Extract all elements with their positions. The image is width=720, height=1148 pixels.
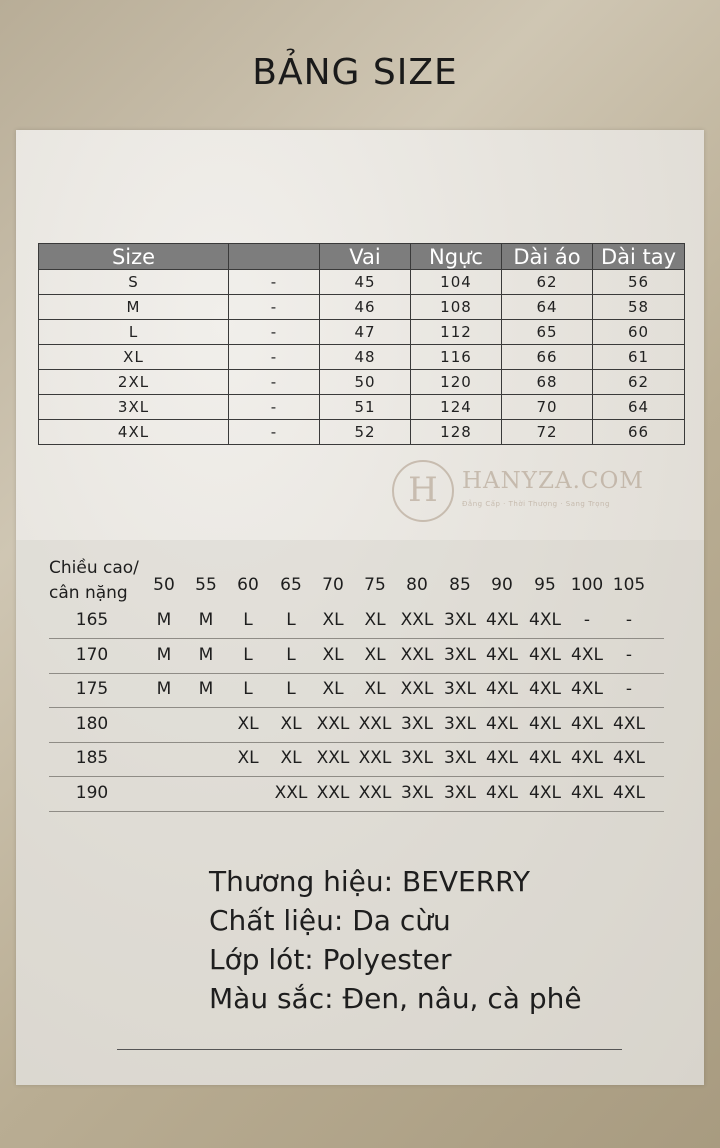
size-recommendation: M bbox=[156, 679, 172, 699]
size-recommendation: L bbox=[243, 679, 253, 699]
size-recommendation: XXL bbox=[274, 782, 308, 803]
height-value: 170 bbox=[75, 644, 109, 665]
product-info bbox=[209, 862, 582, 1018]
size-recommendation: M bbox=[198, 610, 214, 630]
size-recommendation: XXL bbox=[400, 610, 434, 630]
size-table-cell: 46 bbox=[320, 295, 411, 320]
size-table-cell: 72 bbox=[502, 420, 593, 445]
size-table-cell: 116 bbox=[411, 345, 502, 370]
size-table-cell: - bbox=[229, 395, 320, 420]
size-table-cell: - bbox=[229, 370, 320, 395]
size-recommendation: XXL bbox=[358, 782, 392, 803]
size-table-cell: 64 bbox=[502, 295, 593, 320]
height-value: 190 bbox=[75, 782, 109, 803]
size-recommendation: 4XL bbox=[529, 748, 561, 768]
weight-header: 50 bbox=[153, 575, 175, 595]
row-divider bbox=[49, 638, 664, 639]
size-recommendation: 4XL bbox=[571, 782, 603, 803]
size-recommendation: 4XL bbox=[529, 713, 561, 734]
size-table-cell: 64 bbox=[593, 395, 685, 420]
size-recommendation: XL bbox=[237, 748, 259, 768]
size-table bbox=[38, 243, 685, 445]
size-recommendation: XL bbox=[322, 679, 344, 699]
watermark-tagline: Đẳng Cấp · Thời Thượng · Sang Trọng bbox=[462, 500, 610, 508]
weight-header: 105 bbox=[612, 575, 646, 595]
page-title: BẢNG SIZE bbox=[252, 52, 458, 93]
size-recommendation: 3XL bbox=[444, 610, 476, 630]
size-table-cell: 62 bbox=[593, 370, 685, 395]
size-recommendation: L bbox=[286, 679, 296, 699]
size-recommendation: - bbox=[625, 679, 633, 699]
size-recommendation: XXL bbox=[358, 713, 392, 734]
size-table-cell: 61 bbox=[593, 345, 685, 370]
size-table-cell: 108 bbox=[411, 295, 502, 320]
hanyza-watermark bbox=[390, 458, 644, 520]
row-divider bbox=[49, 742, 664, 743]
size-table-cell: 2XL bbox=[39, 370, 229, 395]
weight-header: 70 bbox=[322, 575, 344, 595]
size-recommendation: XL bbox=[364, 679, 386, 699]
size-recommendation: 4XL bbox=[529, 644, 561, 665]
size-recommendation: 3XL bbox=[444, 713, 476, 734]
height-value: 180 bbox=[75, 713, 109, 734]
size-recommendation: XL bbox=[322, 644, 344, 665]
size-table-cell: - bbox=[229, 420, 320, 445]
size-recommendation: M bbox=[198, 679, 214, 699]
size-table-cell: - bbox=[229, 295, 320, 320]
size-recommendation: 4XL bbox=[613, 782, 645, 803]
size-table-row bbox=[39, 320, 685, 345]
bottom-divider bbox=[117, 1049, 622, 1050]
size-table-cell: 47 bbox=[320, 320, 411, 345]
size-table-cell: M bbox=[39, 295, 229, 320]
size-recommendation: M bbox=[156, 644, 172, 665]
size-table-cell: 50 bbox=[320, 370, 411, 395]
weight-header: 75 bbox=[364, 575, 386, 595]
size-recommendation: 3XL bbox=[401, 782, 433, 803]
height-weight-header bbox=[49, 556, 139, 606]
size-table-cell: XL bbox=[39, 345, 229, 370]
weight-header: 80 bbox=[406, 575, 428, 595]
size-recommendation: XL bbox=[280, 713, 302, 734]
weight-header: 95 bbox=[534, 575, 556, 595]
size-recommendation: XL bbox=[364, 610, 386, 630]
size-table-cell: 128 bbox=[411, 420, 502, 445]
size-table-cell: 65 bbox=[502, 320, 593, 345]
size-table-row bbox=[39, 420, 685, 445]
size-recommendation: XXL bbox=[400, 644, 434, 665]
size-recommendation: 4XL bbox=[529, 679, 561, 699]
size-recommendation: 4XL bbox=[571, 748, 603, 768]
header-size: Size bbox=[39, 244, 229, 270]
size-recommendation: 4XL bbox=[613, 748, 645, 768]
size-recommendation: 4XL bbox=[486, 610, 518, 630]
size-recommendation: 4XL bbox=[529, 782, 561, 803]
size-recommendation: - bbox=[625, 610, 633, 630]
weight-header: 90 bbox=[491, 575, 513, 595]
size-recommendation: - bbox=[583, 610, 591, 630]
size-recommendation: L bbox=[286, 610, 296, 630]
size-recommendation: 3XL bbox=[444, 679, 476, 699]
header-dai-tay: Dài tay bbox=[593, 244, 685, 270]
size-recommendation: XXL bbox=[316, 748, 350, 768]
size-table-cell: 66 bbox=[593, 420, 685, 445]
size-recommendation: 4XL bbox=[486, 679, 518, 699]
header-blank bbox=[229, 244, 320, 270]
hanyza-logo-icon: H bbox=[392, 460, 454, 522]
height-value: 165 bbox=[75, 610, 109, 630]
size-table-cell: 62 bbox=[502, 270, 593, 295]
size-recommendation: L bbox=[243, 610, 253, 630]
size-table-cell: 3XL bbox=[39, 395, 229, 420]
size-table-row bbox=[39, 370, 685, 395]
size-recommendation: XL bbox=[237, 713, 259, 734]
size-table-cell: 104 bbox=[411, 270, 502, 295]
size-table-cell: 120 bbox=[411, 370, 502, 395]
size-recommendation: 4XL bbox=[486, 644, 518, 665]
size-recommendation: 4XL bbox=[571, 644, 603, 665]
size-recommendation: XL bbox=[322, 610, 344, 630]
height-weight-header-line1: Chiều cao/ bbox=[49, 558, 139, 578]
weight-header: 55 bbox=[195, 575, 217, 595]
header-dai-ao: Dài áo bbox=[502, 244, 593, 270]
size-recommendation: M bbox=[156, 610, 172, 630]
info-colors: Màu sắc: Đen, nâu, cà phê bbox=[209, 982, 582, 1015]
size-table-cell: - bbox=[229, 345, 320, 370]
height-weight-header-line2: cân nặng bbox=[49, 583, 128, 603]
size-table-cell: 124 bbox=[411, 395, 502, 420]
size-recommendation: 4XL bbox=[529, 610, 561, 630]
size-table-cell: 48 bbox=[320, 345, 411, 370]
size-recommendation: L bbox=[243, 644, 253, 665]
size-recommendation: 4XL bbox=[486, 713, 518, 734]
weight-header: 100 bbox=[570, 575, 604, 595]
size-table-cell: 56 bbox=[593, 270, 685, 295]
size-recommendation: XXL bbox=[400, 679, 434, 699]
size-recommendation: XL bbox=[364, 644, 386, 665]
weight-header: 60 bbox=[237, 575, 259, 595]
info-brand: Thương hiệu: BEVERRY bbox=[209, 865, 530, 898]
row-divider bbox=[49, 776, 664, 777]
size-table-cell: 70 bbox=[502, 395, 593, 420]
size-table-cell: 51 bbox=[320, 395, 411, 420]
size-recommendation: 4XL bbox=[571, 713, 603, 734]
size-recommendation: XXL bbox=[316, 782, 350, 803]
size-table-cell: 112 bbox=[411, 320, 502, 345]
size-recommendation: M bbox=[198, 644, 214, 665]
info-material: Chất liệu: Da cừu bbox=[209, 904, 451, 937]
size-table-row bbox=[39, 395, 685, 420]
size-recommendation: XL bbox=[280, 748, 302, 768]
size-recommendation: XXL bbox=[316, 713, 350, 734]
size-recommendation: 3XL bbox=[444, 782, 476, 803]
height-value: 175 bbox=[75, 679, 109, 699]
size-recommendation: 3XL bbox=[444, 748, 476, 768]
size-table-cell: 4XL bbox=[39, 420, 229, 445]
size-recommendation: XXL bbox=[358, 748, 392, 768]
size-table-cell: 66 bbox=[502, 345, 593, 370]
size-table-cell: L bbox=[39, 320, 229, 345]
size-table-row bbox=[39, 295, 685, 320]
row-divider bbox=[49, 811, 664, 812]
weight-header: 85 bbox=[449, 575, 471, 595]
size-table-cell: 52 bbox=[320, 420, 411, 445]
size-table-row bbox=[39, 345, 685, 370]
row-divider bbox=[49, 707, 664, 708]
row-divider bbox=[49, 673, 664, 674]
size-table-cell: 60 bbox=[593, 320, 685, 345]
size-recommendation: 3XL bbox=[401, 748, 433, 768]
size-recommendation: 3XL bbox=[401, 713, 433, 734]
size-recommendation: L bbox=[286, 644, 296, 665]
watermark-name: HANYZA.COM bbox=[462, 468, 644, 494]
size-table-header-row bbox=[39, 244, 685, 270]
weight-header: 65 bbox=[280, 575, 302, 595]
size-recommendation: - bbox=[625, 644, 633, 665]
size-table-cell: 68 bbox=[502, 370, 593, 395]
size-table-cell: 58 bbox=[593, 295, 685, 320]
header-vai: Vai bbox=[320, 244, 411, 270]
size-table-cell: - bbox=[229, 320, 320, 345]
height-value: 185 bbox=[75, 748, 109, 768]
size-recommendation: 4XL bbox=[613, 713, 645, 734]
size-recommendation: 4XL bbox=[486, 782, 518, 803]
size-recommendation: 4XL bbox=[486, 748, 518, 768]
size-recommendation: 3XL bbox=[444, 644, 476, 665]
size-recommendation: 4XL bbox=[571, 679, 603, 699]
size-table-cell: 45 bbox=[320, 270, 411, 295]
size-table-cell: - bbox=[229, 270, 320, 295]
size-table-row bbox=[39, 270, 685, 295]
info-lining: Lớp lót: Polyester bbox=[209, 943, 452, 976]
header-nguc: Ngực bbox=[411, 244, 502, 270]
size-table-cell: S bbox=[39, 270, 229, 295]
